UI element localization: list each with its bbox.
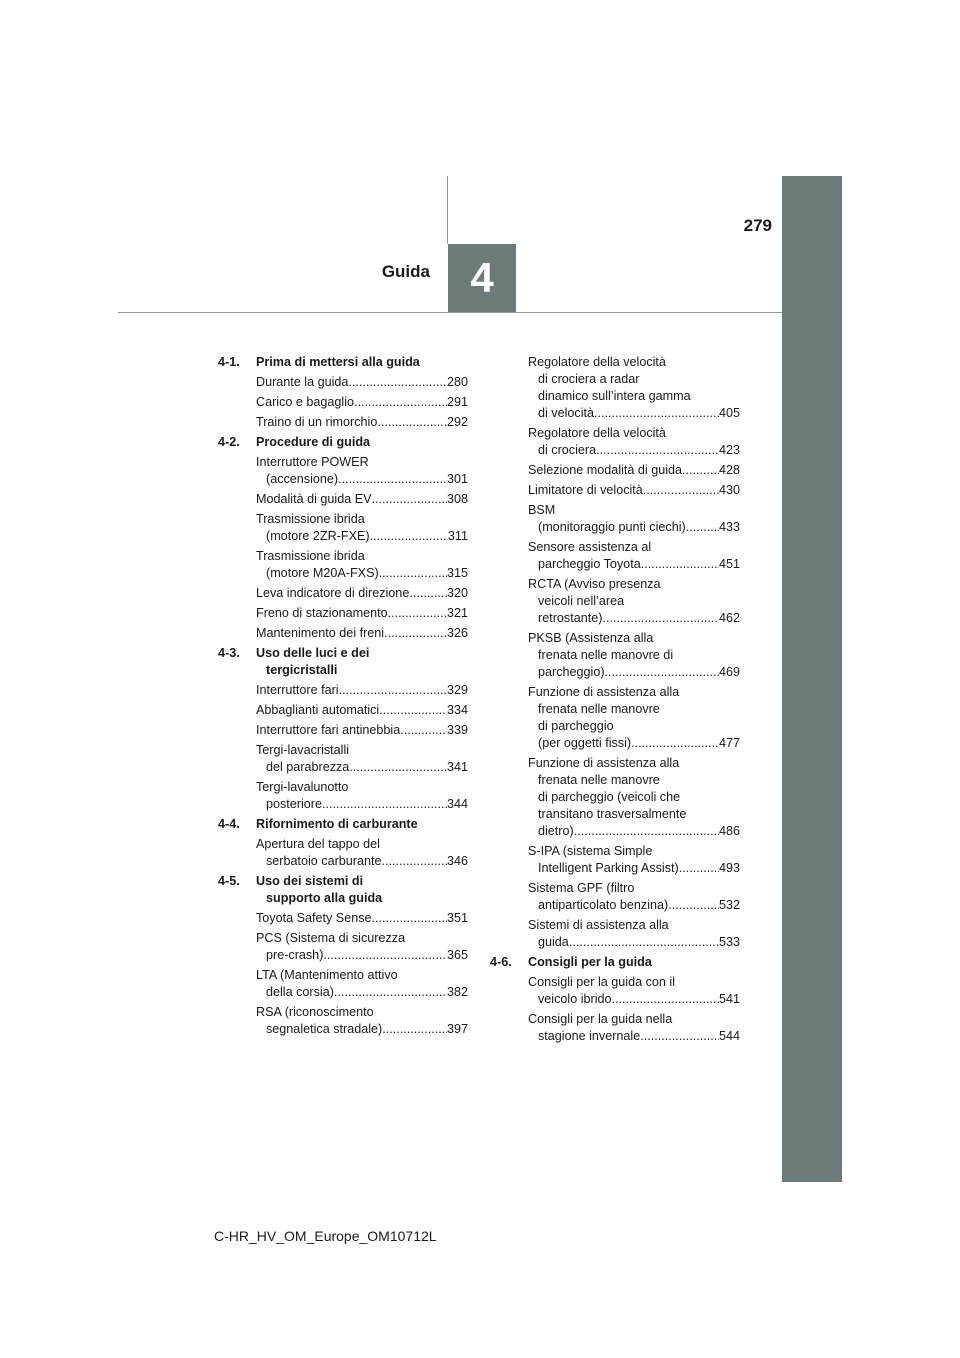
entry-page-number: 280: [446, 375, 468, 389]
entry-title-last-line: dietro): [538, 824, 574, 838]
entry-page-number: 292: [446, 415, 468, 429]
toc-section-heading[interactable]: [218, 354, 468, 371]
entry-title-line: S-IPA (sistema Simple: [528, 844, 653, 858]
toc-entry[interactable]: [256, 585, 468, 602]
entry-title-last-line: del parabrezza: [266, 760, 350, 774]
dot-leader: [382, 853, 447, 870]
entry-page-number: 365: [446, 948, 468, 962]
entry-title-last-line: Durante la guida: [256, 375, 349, 389]
entry-title-line: PCS (Sistema di sicurezza: [256, 931, 406, 945]
dot-leader: [602, 610, 719, 627]
toc-entry[interactable]: [528, 755, 740, 840]
dot-leader: [339, 682, 447, 699]
entry-title-line: di crociera a radar: [538, 372, 640, 386]
dot-leader: [409, 585, 447, 602]
toc-entry[interactable]: [528, 917, 740, 951]
toc-entry[interactable]: [256, 722, 468, 739]
dot-leader: [377, 414, 447, 431]
chapter-title: Guida: [381, 262, 430, 281]
entry-title-line: frenata nelle manovre: [538, 702, 660, 716]
entry-page-number: 541: [718, 992, 740, 1006]
entry-title-line: Tergi-lavalunotto: [256, 780, 349, 794]
toc-entry[interactable]: [528, 576, 740, 627]
entry-title-last-line: Abbaglianti automatici: [256, 703, 380, 717]
entry-page-number: 326: [446, 626, 468, 640]
header-horizontal-rule: [118, 312, 782, 313]
entry-page-number: 346: [446, 854, 468, 868]
section-title: [256, 873, 468, 907]
section-title: [256, 354, 468, 371]
dot-leader: [640, 1028, 719, 1045]
toc-entry[interactable]: [256, 625, 468, 642]
entry-page-number: 344: [446, 797, 468, 811]
entry-title-line: transitano trasversalmente: [538, 807, 687, 821]
chapter-number: 4: [470, 254, 494, 301]
toc-entry[interactable]: [256, 836, 468, 870]
section-number: 4-5.: [218, 874, 240, 888]
section-title-line: Consigli per la guida: [528, 955, 652, 969]
dot-leader: [348, 374, 447, 391]
entry-title-line: Interruttore POWER: [256, 455, 369, 469]
entry-page-number: 405: [718, 406, 740, 420]
dot-leader: [686, 519, 719, 536]
entry-title-last-line: parcheggio Toyota: [538, 557, 641, 571]
entry-title-last-line: Selezione modalità di guida: [528, 463, 683, 477]
footer-doc-id: C-HR_HV_OM_Europe_OM10712L: [214, 1228, 437, 1244]
dot-leader: [322, 796, 447, 813]
toc-entry[interactable]: [528, 684, 740, 752]
entry-title-line: RCTA (Avviso presenza: [528, 577, 661, 591]
dot-leader: [349, 759, 447, 776]
entry-page-number: 477: [718, 736, 740, 750]
entry-title-last-line: (per oggetti fissi): [538, 736, 632, 750]
header-vertical-rule: [447, 176, 448, 244]
dot-leader: [596, 442, 719, 459]
dot-leader: [643, 482, 719, 499]
entry-title-last-line: della corsia): [266, 985, 334, 999]
dot-leader: [388, 605, 447, 622]
section-title-line: supporto alla guida: [266, 891, 383, 905]
entry-title-last-line: Mantenimento dei freni: [256, 626, 385, 640]
entry-page-number: 308: [446, 492, 468, 506]
entry-title-last-line: Modalità di guida EV: [256, 492, 372, 506]
entry-title-last-line: Limitatore di velocità: [528, 483, 643, 497]
section-title-line: tergicristalli: [266, 663, 338, 677]
section-title-line: Prima di mettersi alla guida: [256, 355, 420, 369]
entry-page-number: 311: [447, 529, 468, 543]
entry-title-line: Sensore assistenza al: [528, 540, 652, 554]
dot-leader: [605, 664, 719, 681]
toc-entry[interactable]: [256, 548, 468, 582]
toc-column-left: [218, 354, 468, 1041]
entry-page-number: 341: [446, 760, 468, 774]
entry-title-last-line: pre-crash): [266, 948, 324, 962]
toc-entry[interactable]: [256, 967, 468, 1001]
toc-entry[interactable]: [528, 502, 740, 536]
chapter-side-tab: [782, 176, 842, 1182]
entry-page-number: 351: [446, 911, 468, 925]
entry-title-line: Sistemi di assistenza alla: [528, 918, 669, 932]
toc-entry[interactable]: [256, 1004, 468, 1038]
entry-title-line: RSA (riconoscimento: [256, 1005, 374, 1019]
entry-page-number: 486: [718, 824, 740, 838]
entry-page-number: 423: [718, 443, 740, 457]
entry-title-last-line: Intelligent Parking Assist): [538, 861, 679, 875]
entry-title-last-line: (accensione): [266, 472, 339, 486]
dot-leader: [370, 528, 448, 545]
entry-page-number: 469: [718, 665, 740, 679]
dot-leader: [379, 565, 447, 582]
entry-title-last-line: Traino di un rimorchio: [256, 415, 378, 429]
dot-leader: [372, 910, 447, 927]
dot-leader: [334, 984, 447, 1001]
entry-page-number: 430: [718, 483, 740, 497]
page-number: 279: [743, 216, 772, 235]
entry-title-last-line: serbatoio carburante: [266, 854, 382, 868]
entry-title-line: PKSB (Assistenza alla: [528, 631, 654, 645]
dot-leader: [379, 702, 447, 719]
toc-entry[interactable]: [256, 454, 468, 488]
section-number: 4-3.: [218, 646, 240, 660]
toc-entry[interactable]: [528, 539, 740, 573]
toc-section-heading[interactable]: [218, 434, 468, 451]
toc-entry[interactable]: [528, 425, 740, 459]
entry-page-number: 462: [718, 611, 740, 625]
dot-leader: [574, 823, 719, 840]
dot-leader: [569, 934, 719, 951]
section-title-line: Rifornimento di carburante: [256, 817, 418, 831]
entry-title-last-line: retrostante): [538, 611, 603, 625]
entry-title-line: dinamico sull’intera gamma: [538, 389, 691, 403]
entry-title-last-line: (monitoraggio punti ciechi): [538, 520, 686, 534]
section-title: [528, 954, 740, 971]
section-title: [256, 816, 468, 833]
entry-page-number: 329: [446, 683, 468, 697]
toc-entry[interactable]: [528, 462, 740, 479]
entry-title-last-line: Interruttore fari: [256, 683, 339, 697]
entry-title-line: Tergi-lavacristalli: [256, 743, 350, 757]
toc-entry[interactable]: [528, 880, 740, 914]
entry-title-last-line: Freno di stazionamento: [256, 606, 388, 620]
entry-title-line: frenata nelle manovre: [538, 773, 660, 787]
dot-leader: [631, 735, 719, 752]
entry-title-last-line: di velocità: [538, 406, 595, 420]
entry-title-line: Funzione di assistenza alla: [528, 685, 680, 699]
dot-leader: [682, 462, 719, 479]
entry-title-last-line: stagione invernale: [538, 1029, 641, 1043]
entry-title-last-line: guida: [538, 935, 569, 949]
entry-title-last-line: Leva indicatore di direzione: [256, 586, 410, 600]
entry-title-line: BSM: [528, 503, 556, 517]
toc-section-heading[interactable]: [218, 816, 468, 833]
section-number: 4-6.: [490, 955, 512, 969]
entry-title-last-line: posteriore: [266, 797, 323, 811]
toc-entry[interactable]: [528, 630, 740, 681]
entry-title-last-line: Toyota Safety Sense: [256, 911, 372, 925]
entry-page-number: 334: [446, 703, 468, 717]
entry-title-line: veicoli nell’area: [538, 594, 625, 608]
toc-column-right: [490, 354, 740, 1048]
dot-leader: [400, 722, 447, 739]
entry-page-number: 544: [718, 1029, 740, 1043]
entry-page-number: 321: [446, 606, 468, 620]
dot-leader: [372, 491, 447, 508]
section-title-line: Uso delle luci e dei: [256, 646, 370, 660]
entry-page-number: 493: [718, 861, 740, 875]
toc-entry[interactable]: [528, 354, 740, 422]
entry-title-last-line: segnaletica stradale): [266, 1022, 383, 1036]
entry-page-number: 301: [446, 472, 468, 486]
dot-leader: [641, 556, 719, 573]
toc-entry[interactable]: [256, 374, 468, 391]
entry-title-last-line: veicolo ibrido: [538, 992, 612, 1006]
toc-section-heading[interactable]: [218, 645, 468, 679]
entry-title-line: Consigli per la guida nella: [528, 1012, 673, 1026]
entry-title-line: Apertura del tappo del: [256, 837, 380, 851]
toc-section-heading[interactable]: [490, 954, 740, 971]
toc-entry[interactable]: [528, 1011, 740, 1045]
toc-entry[interactable]: [256, 742, 468, 776]
toc-entry[interactable]: [256, 394, 468, 411]
entry-page-number: 320: [446, 586, 468, 600]
entry-title-line: di parcheggio (veicoli che: [538, 790, 681, 804]
dot-leader: [323, 947, 447, 964]
section-title: [256, 434, 468, 451]
toc-entry[interactable]: [256, 414, 468, 431]
entry-page-number: 533: [718, 935, 740, 949]
entry-title-line: frenata nelle manovre di: [538, 648, 674, 662]
toc-entry[interactable]: [528, 843, 740, 877]
entry-title-line: Trasmissione ibrida: [256, 549, 365, 563]
toc-entry[interactable]: [256, 910, 468, 927]
section-number: 4-4.: [218, 817, 240, 831]
toc-entry[interactable]: [256, 702, 468, 719]
entry-title-line: Funzione di assistenza alla: [528, 756, 680, 770]
dot-leader: [338, 471, 447, 488]
entry-page-number: 291: [446, 395, 468, 409]
entry-title-line: Consigli per la guida con il: [528, 975, 676, 989]
entry-page-number: 315: [446, 566, 468, 580]
entry-title-line: Trasmissione ibrida: [256, 512, 365, 526]
toc-entry[interactable]: [256, 682, 468, 699]
dot-leader: [679, 860, 719, 877]
entry-title-last-line: parcheggio): [538, 665, 605, 679]
entry-page-number: 451: [718, 557, 740, 571]
entry-title-line: di parcheggio: [538, 719, 614, 733]
section-title-line: Procedure di guida: [256, 435, 371, 449]
toc-entry[interactable]: [256, 511, 468, 545]
entry-title-last-line: (motore 2ZR-FXE): [266, 529, 370, 543]
dot-leader: [612, 991, 719, 1008]
entry-title-last-line: (motore M20A-FXS): [266, 566, 379, 580]
section-title: [256, 645, 468, 679]
toc-entry[interactable]: [256, 605, 468, 622]
entry-page-number: 532: [718, 898, 740, 912]
toc-entry[interactable]: [528, 482, 740, 499]
dot-leader: [668, 897, 719, 914]
entry-page-number: 428: [718, 463, 740, 477]
entry-page-number: 382: [446, 985, 468, 999]
entry-title-last-line: di crociera: [538, 443, 597, 457]
entry-title-line: Regolatore della velocità: [528, 426, 666, 440]
entry-page-number: 433: [718, 520, 740, 534]
entry-title-last-line: Interruttore fari antinebbia: [256, 723, 401, 737]
dot-leader: [382, 1021, 447, 1038]
entry-title-line: LTA (Mantenimento attivo: [256, 968, 398, 982]
dot-leader: [354, 394, 447, 411]
toc-section-heading[interactable]: [218, 873, 468, 907]
section-number: 4-2.: [218, 435, 240, 449]
dot-leader: [384, 625, 447, 642]
chapter-number-box: [448, 244, 516, 312]
entry-page-number: 339: [446, 723, 468, 737]
section-title-line: Uso dei sistemi di: [256, 874, 364, 888]
toc-entry[interactable]: [256, 930, 468, 964]
section-number: 4-1.: [218, 355, 240, 369]
toc-entry[interactable]: [256, 779, 468, 813]
entry-title-last-line: Carico e bagaglio: [256, 395, 355, 409]
toc-entry[interactable]: [256, 491, 468, 508]
entry-title-last-line: antiparticolato benzina): [538, 898, 669, 912]
entry-title-line: Regolatore della velocità: [528, 355, 666, 369]
entry-title-line: Sistema GPF (filtro: [528, 881, 635, 895]
toc-entry[interactable]: [528, 974, 740, 1008]
dot-leader: [594, 405, 719, 422]
entry-page-number: 397: [446, 1022, 468, 1036]
